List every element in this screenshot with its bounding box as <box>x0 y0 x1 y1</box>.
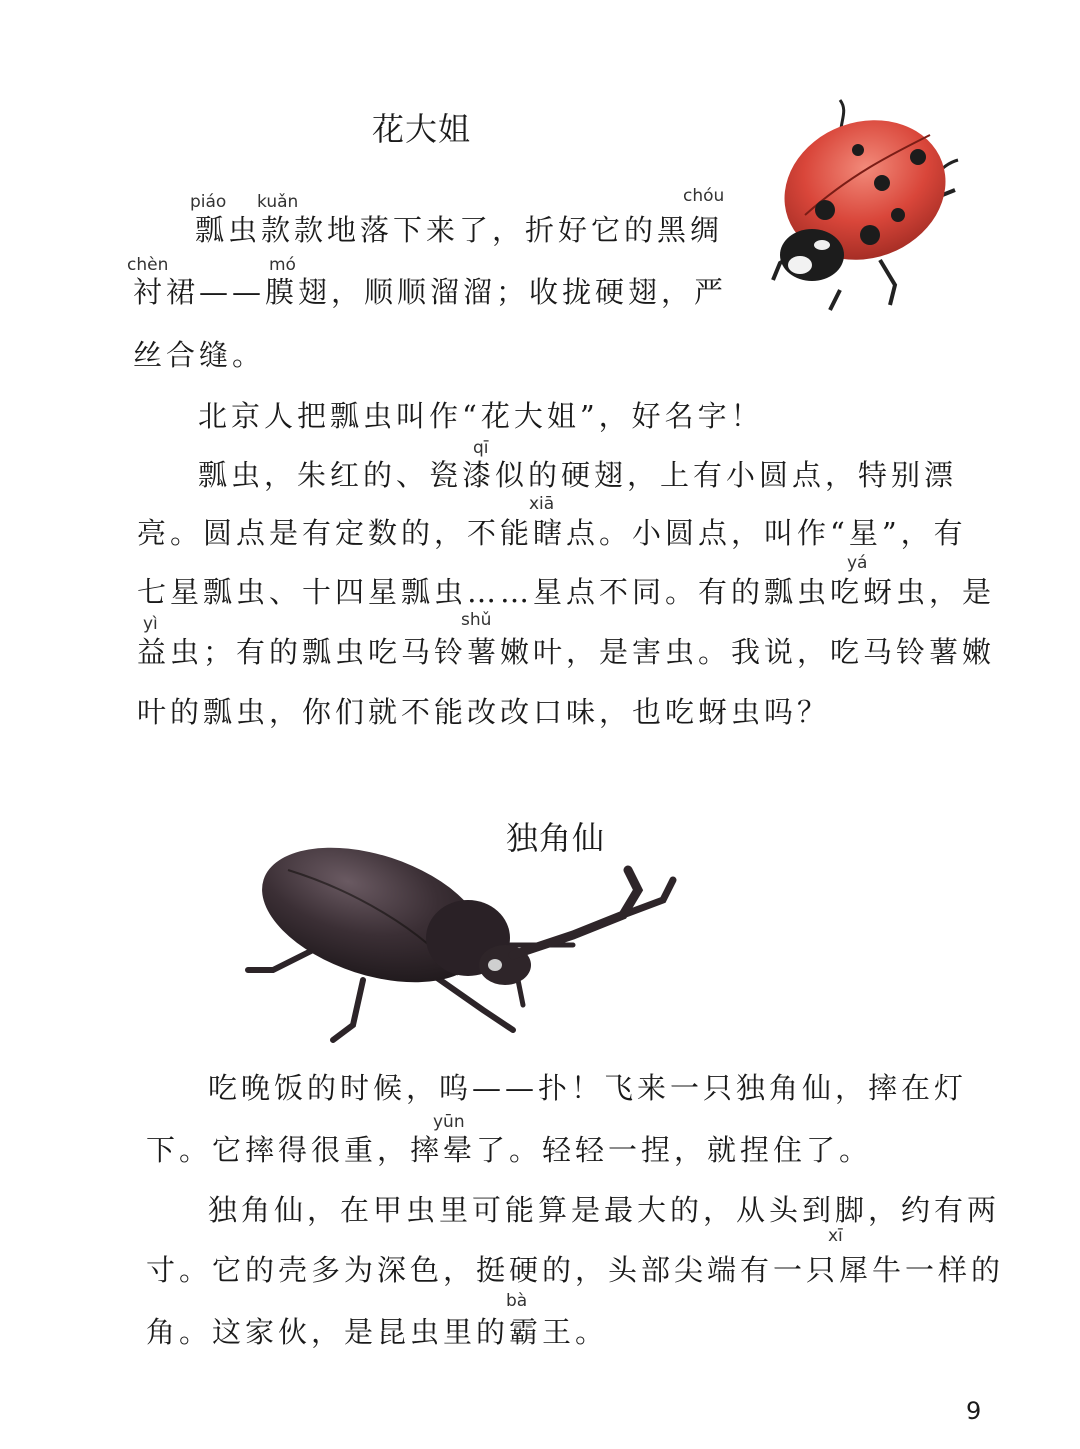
paragraph-line: 亮。圆点是有定数的，不能瞎点。小圆点，叫作“星”，有 <box>137 516 967 550</box>
pinyin-annotation: yì <box>143 614 158 634</box>
paragraph-line: 衬裙——膜翅，顺顺溜溜；收拢硬翅，严 <box>133 275 728 309</box>
pinyin-annotation: qī <box>473 438 489 458</box>
paragraph-line: 叶的瓢虫，你们就不能改改口味，也吃蚜虫吗？ <box>137 695 831 729</box>
pinyin-annotation: xī <box>828 1226 843 1246</box>
rhinoceros-beetle-illustration <box>243 830 683 1050</box>
section-title-ladybug: 花大姐 <box>372 110 472 148</box>
paragraph-line: 丝合缝。 <box>133 338 266 372</box>
paragraph-line: 角。这家伙，是昆虫里的霸王。 <box>146 1315 609 1349</box>
pinyin-annotation: shǔ <box>461 610 492 630</box>
ladybug-illustration <box>770 95 970 315</box>
paragraph-line: 吃晚饭的时候，呜——扑！飞来一只独角仙，摔在灯 <box>208 1071 968 1105</box>
pinyin-annotation: kuǎn <box>257 192 299 212</box>
paragraph-line: 寸。它的壳多为深色，挺硬的，头部尖端有一只犀牛一样的 <box>146 1253 1005 1287</box>
pinyin-annotation: bà <box>506 1291 528 1311</box>
paragraph-line: 下。它摔得很重，摔晕了。轻轻一捏，就捏住了。 <box>146 1133 873 1167</box>
pinyin-annotation: chóu <box>683 186 725 206</box>
pinyin-annotation: xiā <box>529 494 555 514</box>
paragraph-line: 七星瓢虫、十四星瓢虫……星点不同。有的瓢虫吃蚜虫，是 <box>137 575 996 609</box>
page-number: 9 <box>966 1397 982 1425</box>
paragraph-line: 北京人把瓢虫叫作“花大姐”，好名字！ <box>198 399 764 433</box>
pinyin-annotation: piáo <box>190 192 227 212</box>
pinyin-annotation: yá <box>847 553 868 573</box>
paragraph-line: 瓢虫，朱红的、瓷漆似的硬翅，上有小圆点，特别漂 <box>198 458 958 492</box>
pinyin-annotation: yūn <box>433 1112 465 1132</box>
pinyin-annotation: mó <box>269 255 296 275</box>
paragraph-line: 益虫；有的瓢虫吃马铃薯嫩叶，是害虫。我说，吃马铃薯嫩 <box>137 635 996 669</box>
pinyin-annotation: chèn <box>127 255 169 275</box>
section-title-beetle: 独角仙 <box>506 819 606 857</box>
paragraph-line: 瓢虫款款地落下来了，折好它的黑绸 <box>195 213 724 247</box>
paragraph-line: 独角仙，在甲虫里可能算是最大的，从头到脚，约有两 <box>208 1193 1001 1227</box>
